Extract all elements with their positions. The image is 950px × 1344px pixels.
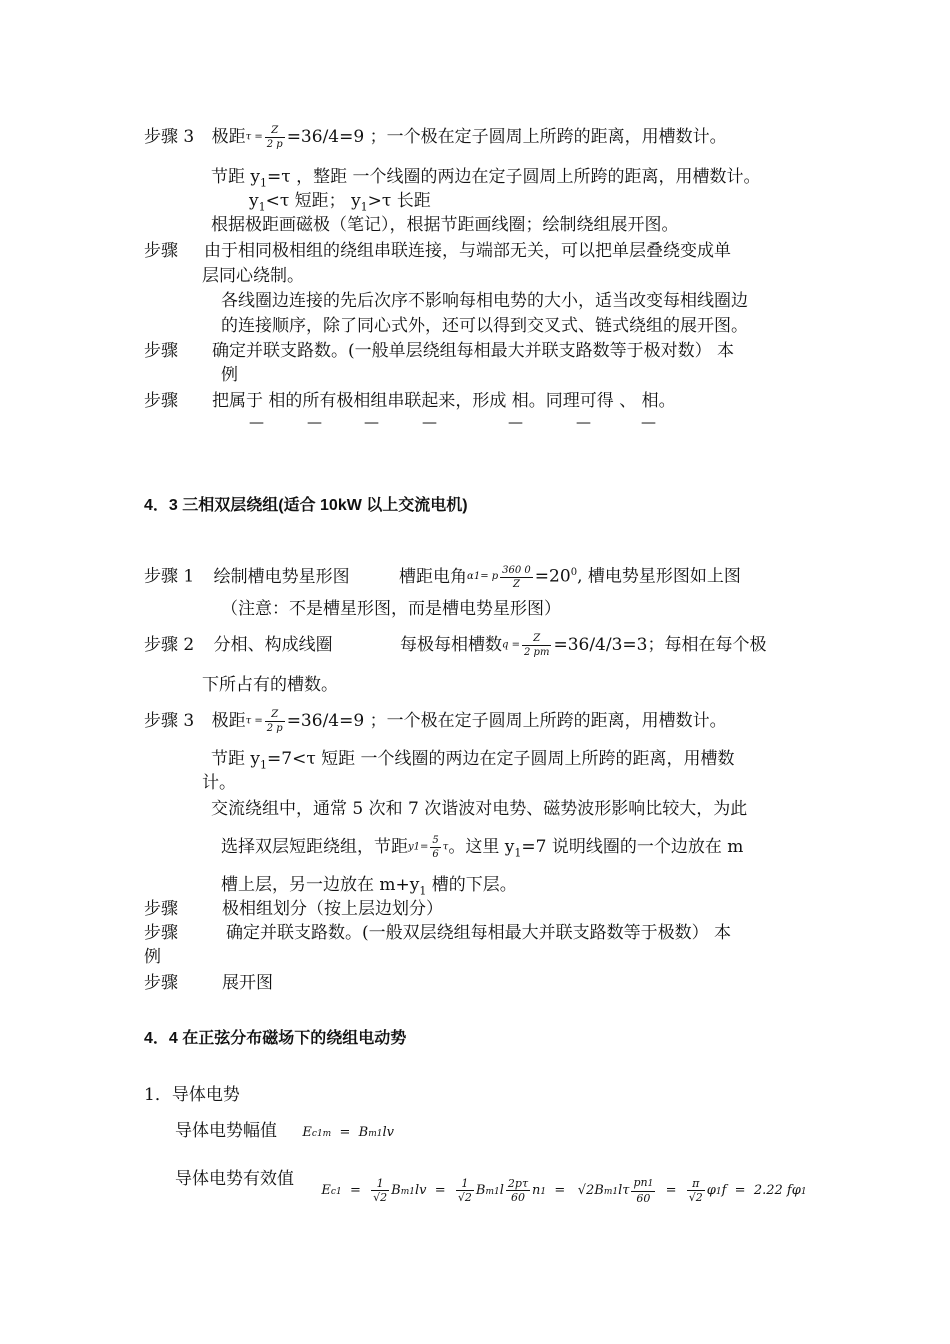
- step3-line: [144, 708, 727, 735]
- text: =7<τ 短距 一个线圈的两边在定子圆周上所跨的距离，用槽数: [267, 749, 735, 769]
- subscript: 1: [260, 758, 268, 772]
- step-line: [144, 240, 731, 262]
- note: （注意：不是槽星形图，而是槽电势星形图）: [221, 599, 561, 619]
- paragraph-line: 计。: [202, 773, 236, 793]
- step-line: [144, 390, 676, 412]
- text: 分相、构成线圈: [213, 635, 333, 655]
- text: =7 说明线圈的一个边放在 m: [521, 837, 744, 857]
- subscript: 1: [419, 884, 427, 898]
- numerator: 360 0: [502, 564, 531, 576]
- blank-dash: —: [576, 413, 591, 431]
- step-line: [144, 922, 731, 944]
- equals: =: [420, 841, 429, 853]
- text: =36/4=9 ；一个极在定子圆周上所跨的距离，用槽数计。: [286, 711, 727, 731]
- text: , 槽电势星形图如上图: [577, 566, 741, 587]
- text: 极相组划分（按上层边划分）: [222, 899, 443, 919]
- paragraph-line: 根据极距画磁极（笔记），根据节距画线圈；绘制绕组展开图。: [211, 215, 679, 235]
- denominator: 6: [432, 849, 439, 860]
- text: y: [249, 191, 259, 211]
- pole-pitch-label: 极距: [211, 127, 246, 147]
- text: 。这里 y: [448, 837, 515, 857]
- step-line: [144, 898, 443, 920]
- text: 展开图: [222, 973, 273, 993]
- numerator: Z: [522, 632, 551, 646]
- blank-dash: —: [364, 413, 379, 431]
- paragraph-line: 层同心绕制。: [202, 266, 304, 286]
- subscript: 1: [413, 841, 421, 853]
- pitch-choice-line: [221, 834, 743, 864]
- paragraph-line: 各线圈边连接的先后次序不影响每相电势的大小，适当改变每相线圈边: [221, 291, 748, 311]
- text: 由于相同极相组的绕组串联连接，与端部无关，可以把单层叠绕变成单: [204, 241, 731, 261]
- text: =36/4/3=3；每相在每个极: [553, 635, 767, 655]
- text: =τ ，整距 一个线圈的两边在定子圆周上所跨的距离，用槽数计。: [267, 167, 761, 187]
- tau-symbol: τ =: [245, 715, 263, 727]
- paragraph-line: 下所占有的槽数。: [202, 675, 338, 695]
- fraction: [522, 632, 551, 659]
- step-label: 步骤: [144, 973, 178, 993]
- denominator: 2 p: [266, 723, 283, 734]
- paragraph-line: 例: [144, 947, 161, 967]
- text: >τ 长距: [367, 191, 431, 211]
- denominator: 2 pm: [524, 647, 550, 658]
- step3-line: [144, 124, 727, 151]
- blank-dash: —: [508, 413, 523, 431]
- text: 每极每相槽数: [400, 635, 503, 655]
- step-label: 步骤: [144, 241, 178, 261]
- fraction: [265, 124, 285, 151]
- text: 极距: [211, 711, 246, 731]
- paragraph-line: 的连接顺序，除了同心式外，还可以得到交叉式、链式绕组的展开图。: [221, 316, 748, 336]
- text: 选择双层短距绕组，节距: [221, 837, 408, 857]
- subscript: 1: [514, 846, 522, 860]
- paragraph-line: 交流绕组中，通常 5 次和 7 次谐波对电势、磁势波形影响比较大，为此: [211, 799, 748, 819]
- text: =20: [534, 566, 571, 587]
- step-line: [144, 972, 273, 994]
- text: 确定并联支路数。(一般双层绕组每相最大并联支路数等于极数） 本: [226, 923, 732, 943]
- blank-dash: —: [641, 413, 656, 431]
- numerator: Z: [265, 708, 285, 722]
- text: 节距 y: [211, 749, 261, 769]
- text: 槽的下层。: [426, 875, 517, 895]
- text: 导体电势幅值: [175, 1121, 277, 1141]
- blank-dash: —: [422, 413, 437, 431]
- fraction: [500, 564, 533, 591]
- subscript: 1: [258, 200, 266, 214]
- tau-symbol: τ: [442, 841, 449, 853]
- step2-line: [144, 632, 766, 659]
- equals: = p: [480, 571, 499, 583]
- step-label: 步骤: [144, 923, 178, 943]
- numerator: Z: [265, 124, 285, 138]
- y-symbol: y: [408, 841, 414, 853]
- text: 导体电势有效值: [175, 1169, 294, 1189]
- denominator: Z: [513, 578, 520, 590]
- subscript: 1: [260, 176, 268, 190]
- step-label: 步骤 3: [144, 127, 195, 147]
- step-label: 步骤: [144, 899, 178, 919]
- amplitude-formula: Ec1m = Bm1lv: [302, 1125, 394, 1140]
- text: 确定并联支路数。(一般单层绕组每相最大并联支路数等于极对数） 本: [212, 341, 735, 361]
- text: 把属于 相的所有极相组串联起来，形成 相。同理可得 、 相。: [212, 391, 676, 411]
- section-heading-4-4: 4．4 在正弦分布磁场下的绕组电动势: [144, 1030, 407, 1047]
- step-label: 步骤: [144, 341, 178, 361]
- alpha-symbol: α: [467, 571, 474, 583]
- text: 节距 y: [211, 167, 261, 187]
- q-symbol: q =: [502, 639, 521, 651]
- formula-text: E: [302, 1125, 312, 1140]
- rms-line: [175, 1166, 807, 1205]
- step1-line: [144, 562, 741, 591]
- fraction: [430, 834, 440, 861]
- text: =36/4=9 ；一个极在定子圆周上所跨的距离，用槽数计。: [286, 127, 727, 147]
- amplitude-line: [175, 1120, 394, 1145]
- step-line: [144, 340, 734, 362]
- paragraph-line: 例: [221, 365, 238, 385]
- step-label: 步骤 3: [144, 711, 195, 731]
- tau-symbol: τ =: [245, 131, 263, 143]
- text: 槽上层，另一边放在 m+y: [221, 875, 420, 895]
- text: 绘制槽电势星形图: [213, 566, 350, 587]
- pitch-line: [211, 748, 735, 776]
- numerator: 5: [432, 835, 439, 846]
- rms-formula: Ec1 = 1 √2 Bm1lv = 1 √2 Bm1l 2pτ 60 n1 = √2Bm1lτ pn1 60 = π √2 φ1f = 2.22 fφ1: [321, 1176, 807, 1205]
- blank-dash: —: [307, 413, 322, 431]
- subscript: 1: [360, 200, 368, 214]
- subscript: 1: [473, 571, 481, 583]
- list-item: 1．导体电势: [144, 1085, 240, 1105]
- blank-dash: —: [249, 413, 264, 431]
- step-label: 步骤: [144, 391, 178, 411]
- step-label: 步骤 1: [144, 566, 195, 587]
- step-label: 步骤 2: [144, 635, 195, 655]
- text: 槽距电角: [399, 566, 468, 587]
- fraction: [265, 708, 285, 735]
- denominator: 2 p: [266, 139, 283, 150]
- superscript: 0: [570, 567, 578, 578]
- section-heading-4-3: 4．3 三相双层绕组(适合 10kW 以上交流电机): [144, 497, 468, 514]
- text: <τ 短距； y: [265, 191, 361, 211]
